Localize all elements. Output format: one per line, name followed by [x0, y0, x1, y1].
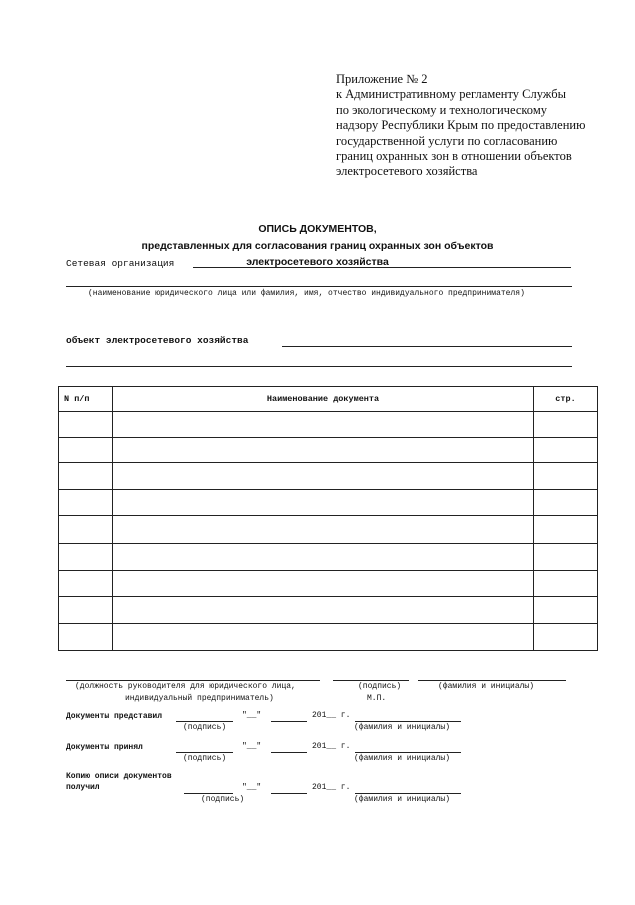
object-field[interactable]	[282, 346, 572, 347]
appendix-line: к Административному регламенту Службы	[336, 87, 567, 102]
table-row	[59, 438, 598, 463]
document-name-cell[interactable]	[113, 463, 534, 490]
signature-caption: (подпись)	[358, 682, 402, 691]
accepted-by-name[interactable]	[355, 752, 461, 753]
position-caption-cont: индивидуальный предприниматель)	[125, 694, 274, 703]
table-row	[59, 463, 598, 490]
table-row	[59, 623, 598, 650]
appendix-line: государственной услуги по согласованию	[336, 133, 558, 148]
row-number-cell[interactable]	[59, 412, 113, 438]
page-count-cell[interactable]	[534, 516, 598, 543]
document-name-cell[interactable]	[113, 570, 534, 596]
date-year: 201__ г.	[312, 783, 351, 792]
date-quote: "__"	[242, 711, 262, 720]
accepted-by-date[interactable]	[271, 752, 307, 753]
page-count-cell[interactable]	[534, 596, 598, 623]
name-field[interactable]	[418, 680, 566, 681]
document-name-cell[interactable]	[113, 543, 534, 570]
documents-table	[58, 386, 598, 651]
table-row	[59, 490, 598, 516]
date-quote: "__"	[242, 742, 262, 751]
appendix-block	[336, 72, 616, 180]
page-count-cell[interactable]	[534, 623, 598, 650]
object-label: объект электросетевого хозяйства	[66, 335, 249, 346]
appendix-line: Приложение № 2	[336, 72, 428, 86]
name-caption: (фамилия и инициалы)	[438, 682, 535, 691]
bleed-through-text	[335, 419, 338, 430]
table-row	[59, 596, 598, 623]
object-field-line2[interactable]	[66, 366, 572, 367]
document-name-cell[interactable]	[113, 516, 534, 543]
copy-received-signature[interactable]	[184, 793, 233, 794]
appendix-line: надзору Республики Крым по предоставлению	[336, 118, 586, 133]
document-subtitle: представленных для согласования границ охранных зон объектов	[141, 240, 494, 252]
name-caption: (фамилия и инициалы)	[354, 795, 451, 804]
copy-received-date[interactable]	[271, 793, 307, 794]
document-name-cell[interactable]	[113, 596, 534, 623]
delivered-by-date[interactable]	[271, 721, 307, 722]
document-title: ОПИСЬ ДОКУМЕНТОВ,	[258, 223, 377, 235]
signature-field[interactable]	[333, 680, 409, 681]
col-name-header: Наименование документа	[113, 387, 534, 412]
document-name-cell[interactable]	[113, 412, 534, 438]
row-number-cell[interactable]	[59, 438, 113, 463]
name-caption: (фамилия и инициалы)	[354, 754, 451, 763]
table-row	[59, 412, 598, 438]
document-name-cell[interactable]	[113, 490, 534, 516]
date-year: 201__ г.	[312, 742, 351, 751]
table-row	[59, 570, 598, 596]
appendix-line: по экологическому и технологическому	[336, 102, 547, 117]
page-count-cell[interactable]	[534, 412, 598, 438]
position-field[interactable]	[66, 680, 320, 681]
stamp-label: М.П.	[367, 694, 387, 703]
row-number-cell[interactable]	[59, 490, 113, 516]
position-caption: (должность руководителя для юридического лица,	[75, 682, 296, 691]
page-count-cell[interactable]	[534, 543, 598, 570]
appendix-line: электросетевого хозяйства	[336, 164, 478, 179]
row-number-cell[interactable]	[59, 570, 113, 596]
col-number-header: N п/п	[59, 387, 113, 412]
delivered-by-name[interactable]	[355, 721, 461, 722]
table-header-row	[59, 387, 598, 412]
copy-received-label: Копию описи документов	[66, 772, 172, 781]
network-org-caption: (наименование юридического лица или фамилия, имя, отчество индивидуального предпринимателя)	[88, 289, 525, 298]
table-row	[59, 543, 598, 570]
date-quote: "__"	[242, 783, 262, 792]
row-number-cell[interactable]	[59, 596, 113, 623]
signature-caption: (подпись)	[183, 754, 227, 763]
table-row	[59, 516, 598, 543]
delivered-by-signature[interactable]	[176, 721, 233, 722]
row-number-cell[interactable]	[59, 516, 113, 543]
page-count-cell[interactable]	[534, 463, 598, 490]
delivered-by-label: Документы представил	[66, 712, 163, 721]
appendix-line: границ охранных зон в отношении объектов	[336, 149, 572, 164]
signature-caption: (подпись)	[201, 795, 245, 804]
signature-caption: (подпись)	[183, 723, 227, 732]
network-org-field[interactable]	[193, 267, 571, 268]
network-org-field-line2[interactable]	[66, 286, 572, 287]
copy-received-name[interactable]	[355, 793, 461, 794]
copy-received-label-cont: получил	[66, 783, 100, 792]
document-name-cell[interactable]	[113, 438, 534, 463]
row-number-cell[interactable]	[59, 543, 113, 570]
name-caption: (фамилия и инициалы)	[354, 723, 451, 732]
network-org-label: Сетевая организация	[66, 258, 175, 269]
accepted-by-signature[interactable]	[176, 752, 233, 753]
page-count-cell[interactable]	[534, 570, 598, 596]
row-number-cell[interactable]	[59, 623, 113, 650]
date-year: 201__ г.	[312, 711, 351, 720]
document-subtitle: электросетевого хозяйства	[246, 256, 389, 268]
accepted-by-label: Документы принял	[66, 743, 143, 752]
document-name-cell[interactable]	[113, 623, 534, 650]
col-page-header: стр.	[534, 387, 598, 412]
page-count-cell[interactable]	[534, 438, 598, 463]
page-count-cell[interactable]	[534, 490, 598, 516]
row-number-cell[interactable]	[59, 463, 113, 490]
